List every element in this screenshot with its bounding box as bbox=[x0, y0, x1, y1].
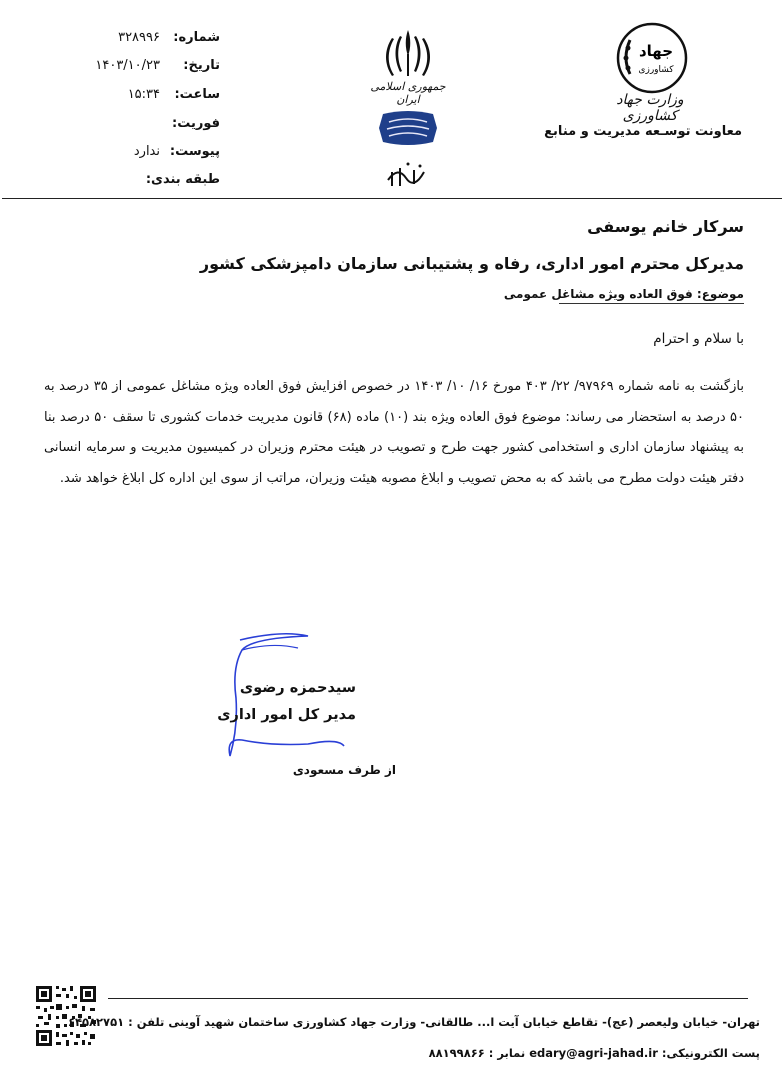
handwritten-signature bbox=[212, 628, 352, 764]
letter-body: بازگشت به نامه شماره ۹۷۹۶۹/ ۲۲/ ۴۰۳ مورخ ۱۶/ ۱۰/ ۱۴۰۳ در خصوص افزایش فوق العاده ویژه مشاغل عمومی از ۳۵ درصد به ۵۰ درصد به استحضار می رساند: موضوع فوق العاده ویژه بند (۱۰) ماده (۶۸) قانون مدیریت خدمات کشوری تا سقف ۵۰ درصد بنا به پیشنهاد سازمان اداری و استخدامی کشور جهت طرح و تصویب در هیئت محترم وزیران در کمیسیون مدیریت و سرمایه انسانی دفتر هیئت دولت مطرح می باشد که به محض تصویب و ابلاغ مصوبه هیئت وزیران، مراتب از سوی این اداره کل ابلاغ خواهد شد. bbox=[44, 379, 745, 486]
signer-title: مدیر کل امور اداری bbox=[217, 707, 356, 723]
letter-subject: موضوع: فوق العاده ویژه مشاغل عمومی bbox=[503, 287, 744, 301]
jihad-logo-icon bbox=[612, 18, 692, 98]
meta-urgency: فوریت: bbox=[172, 116, 220, 131]
footer-address: تهران- خیابان ولیعصر (عج)- تقاطع خیابان آیت ا... طالقانی- وزارت جهاد کشاورزی ساختمان شهید آوینی تلفن : ۶۴۵۸۲۷۵۱ bbox=[67, 1015, 760, 1029]
footer-contact: پست الکترونیکی: edary@agri-jahad.ir نمابر : ۸۸۱۹۹۸۶۶ bbox=[428, 1046, 760, 1060]
footer-divider bbox=[108, 998, 748, 999]
meta-attachment: پیوست: ندارد bbox=[133, 144, 220, 159]
meta-time: ساعت: ۱۵:۳۴ bbox=[127, 87, 220, 102]
svg-text:جهاد: جهاد bbox=[638, 42, 674, 60]
svg-text:کشاورزی: کشاورزی bbox=[638, 65, 674, 75]
badge-icon bbox=[375, 108, 441, 148]
header-divider bbox=[2, 198, 782, 199]
recipient-name: سرکار خانم یوسفی bbox=[587, 217, 744, 236]
ministry-signature-text: وزارت جهاد کشاورزی bbox=[616, 92, 684, 124]
meta-date: تاریخ: ۱۴۰۳/۱۰/۲۳ bbox=[95, 58, 220, 73]
signer-name: سیدحمزه رضوی bbox=[239, 680, 356, 696]
meta-classification: طبقه بندی: bbox=[145, 172, 220, 187]
emblem-caption: جمهوری اسلامی ایران bbox=[370, 80, 446, 106]
ministry-deputy: معاونت توسـعه مدیریت و منابع bbox=[544, 124, 742, 139]
calligraphy-mark-icon bbox=[380, 158, 436, 190]
on-behalf-note: از طرف مسعودی bbox=[292, 763, 396, 777]
iran-emblem-icon bbox=[378, 26, 438, 82]
greeting: با سلام و احترام bbox=[653, 331, 744, 347]
meta-number: شماره: ۳۲۸۹۹۶ bbox=[118, 30, 220, 45]
subject-underline bbox=[559, 303, 744, 304]
recipient-title: مدیرکل محترم امور اداری، رفاه و پشتیبانی سازمان دامپزشکی کشور bbox=[199, 254, 744, 273]
